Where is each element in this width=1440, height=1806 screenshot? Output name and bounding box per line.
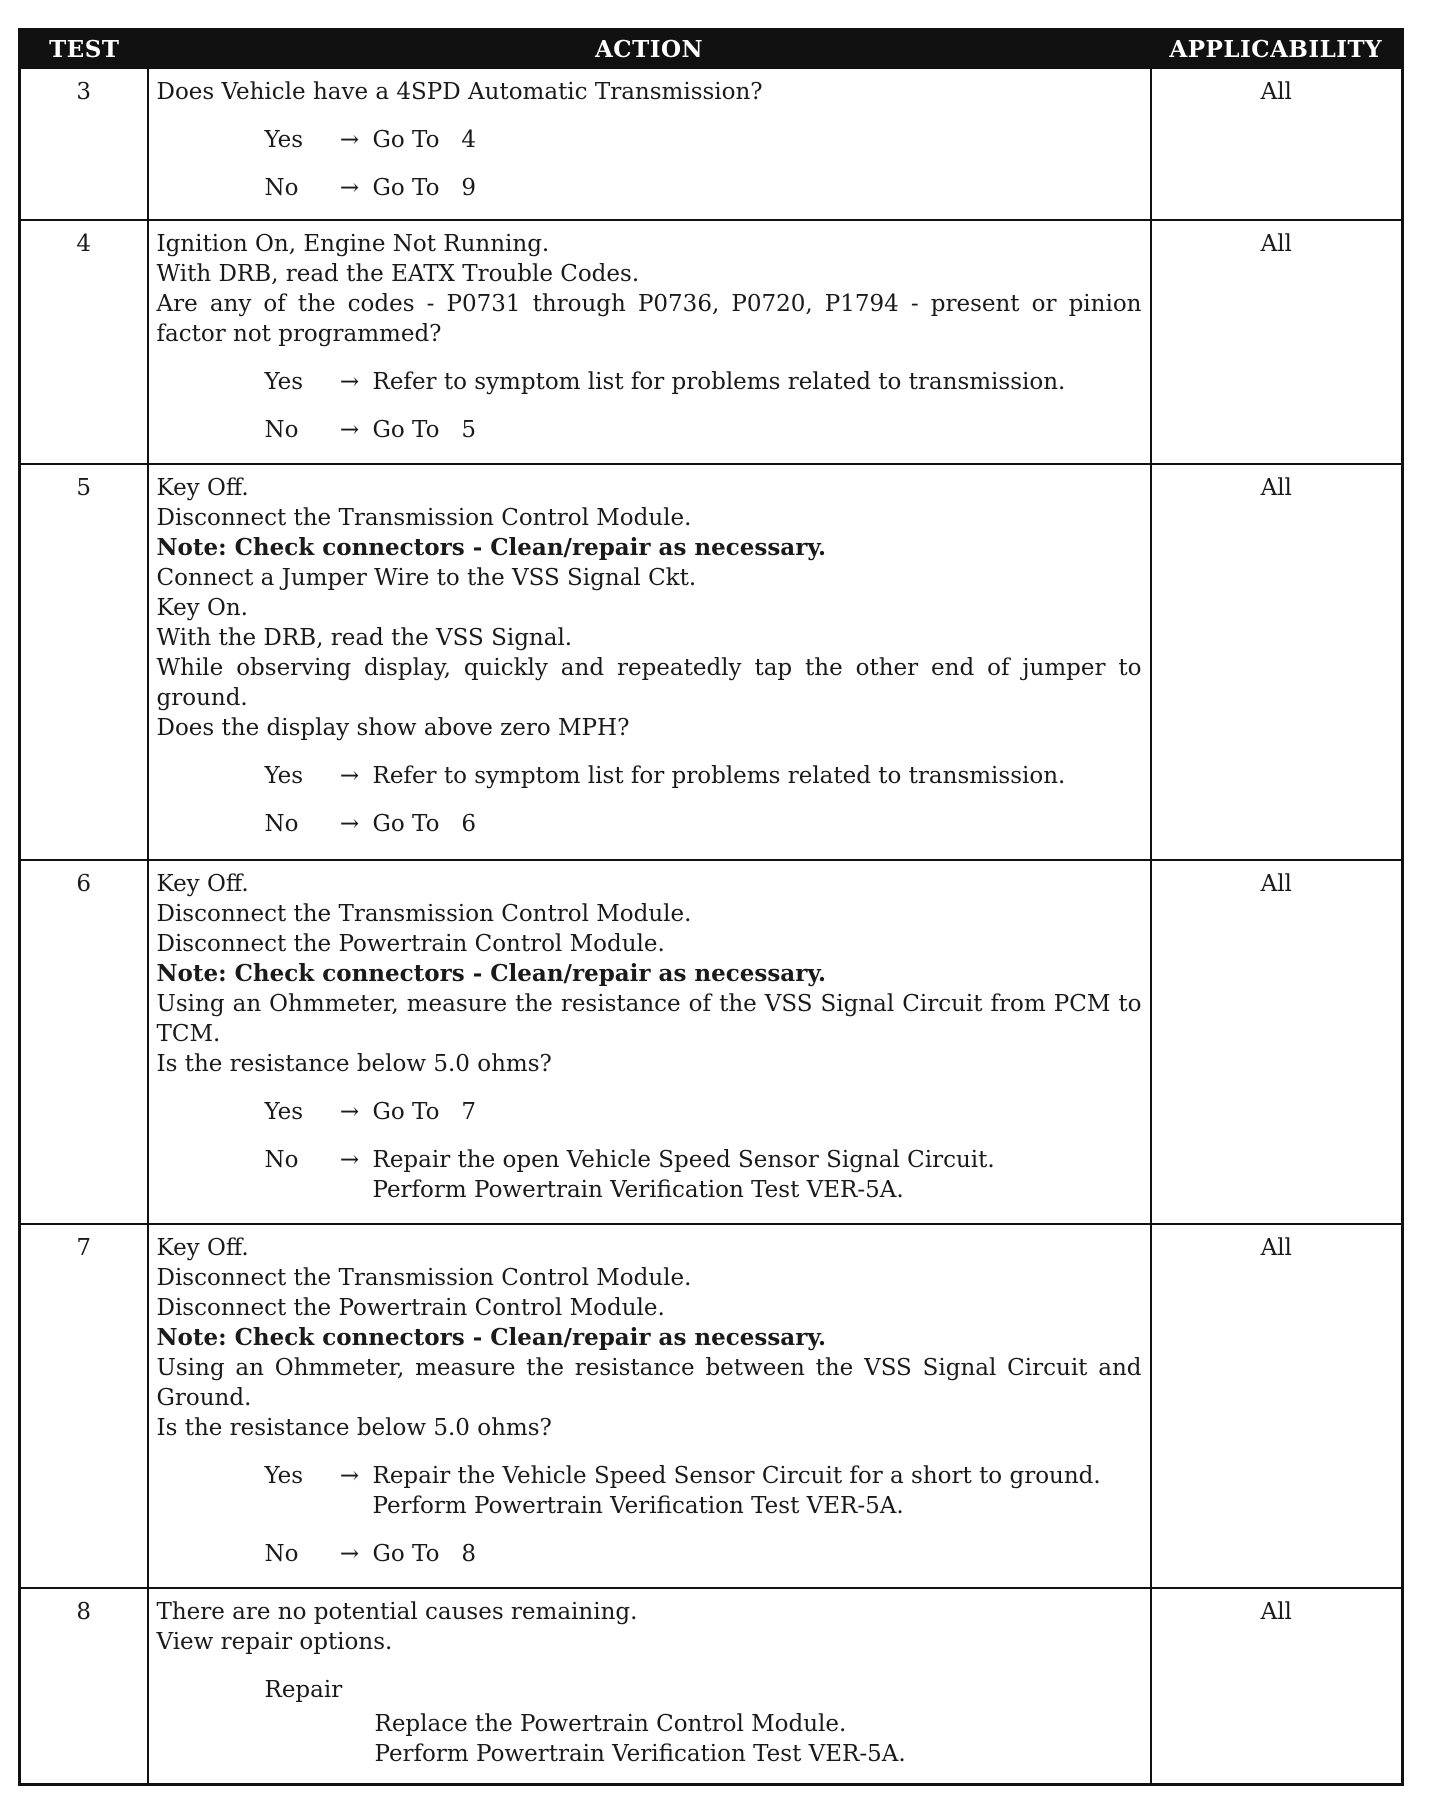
action-line: Disconnect the Transmission Control Module. <box>156 1265 692 1291</box>
no-label: No <box>264 1541 299 1567</box>
test-number: 7 <box>20 1224 148 1588</box>
action-line: Key Off. <box>156 475 249 501</box>
note-line: Note: Check connectors - Clean/repair as necessary. <box>156 534 827 561</box>
yes-result: Repair the Vehicle Speed Sensor Circuit for a short to ground. <box>372 1463 1101 1489</box>
table-row <box>20 1224 1403 1588</box>
action-cell <box>148 220 1151 464</box>
action-line: With DRB, read the EATX Trouble Codes. <box>156 261 640 287</box>
applicability-cell: All <box>1151 860 1403 1224</box>
action-line: Disconnect the Transmission Control Module. <box>156 505 692 531</box>
action-line: Does the display show above zero MPH? <box>156 715 630 741</box>
applicability-cell: All <box>1151 464 1403 860</box>
no-label: No <box>264 175 299 201</box>
action-cell <box>148 1588 1151 1785</box>
applicability-cell: All <box>1151 1588 1403 1785</box>
note-line: Note: Check connectors - Clean/repair as necessary. <box>156 1324 827 1351</box>
action-line: View repair options. <box>156 1629 393 1655</box>
action-line: Connect a Jumper Wire to the VSS Signal Ckt. <box>156 565 697 591</box>
no-result: Go To 9 <box>372 175 476 201</box>
action-line: Is the resistance below 5.0 ohms? <box>156 1051 552 1077</box>
table-row <box>20 860 1403 1224</box>
arrow-icon: → <box>339 763 360 789</box>
action-line: Disconnect the Transmission Control Module. <box>156 901 692 927</box>
no-branch <box>157 415 1142 445</box>
yes-label: Yes <box>264 127 304 153</box>
arrow-icon: → <box>339 127 360 153</box>
repair-step: Perform Powertrain Verification Test VER-5A. <box>374 1741 906 1767</box>
yes-result: Go To 4 <box>372 127 476 153</box>
yes-label: Yes <box>264 763 304 789</box>
yes-label: Yes <box>264 1099 304 1125</box>
applicability-cell: All <box>1151 1224 1403 1588</box>
arrow-icon: → <box>339 1541 360 1567</box>
action-cell <box>148 464 1151 860</box>
header-action: ACTION <box>148 30 1151 69</box>
repair-step: Replace the Powertrain Control Module. <box>374 1711 847 1737</box>
note-line: Note: Check connectors - Clean/repair as necessary. <box>156 960 827 987</box>
action-line: Using an Ohmmeter, measure the resistance between the VSS Signal Circuit and Ground. <box>156 1355 1142 1411</box>
arrow-icon: → <box>339 369 360 395</box>
yes-result: Refer to symptom list for problems related to transmission. <box>372 763 1066 789</box>
action-line: Does Vehicle have a 4SPD Automatic Transmission? <box>156 79 763 105</box>
test-number: 5 <box>20 464 148 860</box>
action-line: Disconnect the Powertrain Control Module. <box>156 931 665 957</box>
action-line: Are any of the codes - P0731 through P0736, P0720, P1794 - present or pinion factor not programmed? <box>156 291 1142 347</box>
action-line: Disconnect the Powertrain Control Module. <box>156 1295 665 1321</box>
yes-branch <box>157 125 1142 155</box>
test-number: 3 <box>20 68 148 220</box>
table-row <box>20 1588 1403 1785</box>
yes-branch <box>157 367 1142 397</box>
yes-result: Go To 7 <box>372 1099 476 1125</box>
table-row <box>20 464 1403 860</box>
action-line: There are no potential causes remaining. <box>156 1599 638 1625</box>
test-number: 6 <box>20 860 148 1224</box>
action-line: With the DRB, read the VSS Signal. <box>156 625 573 651</box>
yes-label: Yes <box>264 1463 304 1489</box>
arrow-icon: → <box>339 1147 360 1173</box>
no-result: Repair the open Vehicle Speed Sensor Signal Circuit. <box>372 1147 995 1173</box>
arrow-icon: → <box>339 1463 360 1489</box>
arrow-icon: → <box>339 1099 360 1125</box>
no-result: Go To 8 <box>372 1541 476 1567</box>
action-cell <box>148 1224 1151 1588</box>
action-line: Using an Ohmmeter, measure the resistance of the VSS Signal Circuit from PCM to TCM. <box>156 991 1142 1047</box>
action-line: Key Off. <box>156 1235 249 1261</box>
table-header-row <box>20 30 1403 69</box>
arrow-icon: → <box>339 811 360 837</box>
yes-result: Perform Powertrain Verification Test VER-5A. <box>372 1493 904 1519</box>
header-applicability: APPLICABILITY <box>1151 30 1403 69</box>
yes-branch <box>157 1097 1142 1127</box>
test-number: 8 <box>20 1588 148 1785</box>
arrow-icon: → <box>339 175 360 201</box>
yes-branch <box>157 761 1142 791</box>
no-result: Perform Powertrain Verification Test VER-5A. <box>372 1177 904 1203</box>
header-test: TEST <box>20 30 148 69</box>
applicability-cell: All <box>1151 68 1403 220</box>
no-branch <box>157 1145 1142 1205</box>
no-label: No <box>264 1147 299 1173</box>
no-label: No <box>264 811 299 837</box>
repair-label: Repair <box>264 1677 343 1703</box>
action-line: Is the resistance below 5.0 ohms? <box>156 1415 552 1441</box>
no-result: Go To 6 <box>372 811 476 837</box>
diagnostic-table <box>18 28 1404 1786</box>
no-result: Go To 5 <box>372 417 476 443</box>
yes-branch <box>157 1461 1142 1521</box>
table-row <box>20 220 1403 464</box>
no-label: No <box>264 417 299 443</box>
action-line: While observing display, quickly and repeatedly tap the other end of jumper to ground. <box>156 655 1142 711</box>
action-line: Ignition On, Engine Not Running. <box>156 231 550 257</box>
action-cell <box>148 860 1151 1224</box>
table-row <box>20 68 1403 220</box>
no-branch <box>157 809 1142 839</box>
no-branch <box>157 1539 1142 1569</box>
applicability-cell: All <box>1151 220 1403 464</box>
action-cell <box>148 68 1151 220</box>
yes-label: Yes <box>264 369 304 395</box>
action-line: Key Off. <box>156 871 249 897</box>
arrow-icon: → <box>339 417 360 443</box>
yes-result: Refer to symptom list for problems related to transmission. <box>372 369 1066 395</box>
no-branch <box>157 173 1142 203</box>
action-line: Key On. <box>156 595 248 621</box>
test-number: 4 <box>20 220 148 464</box>
